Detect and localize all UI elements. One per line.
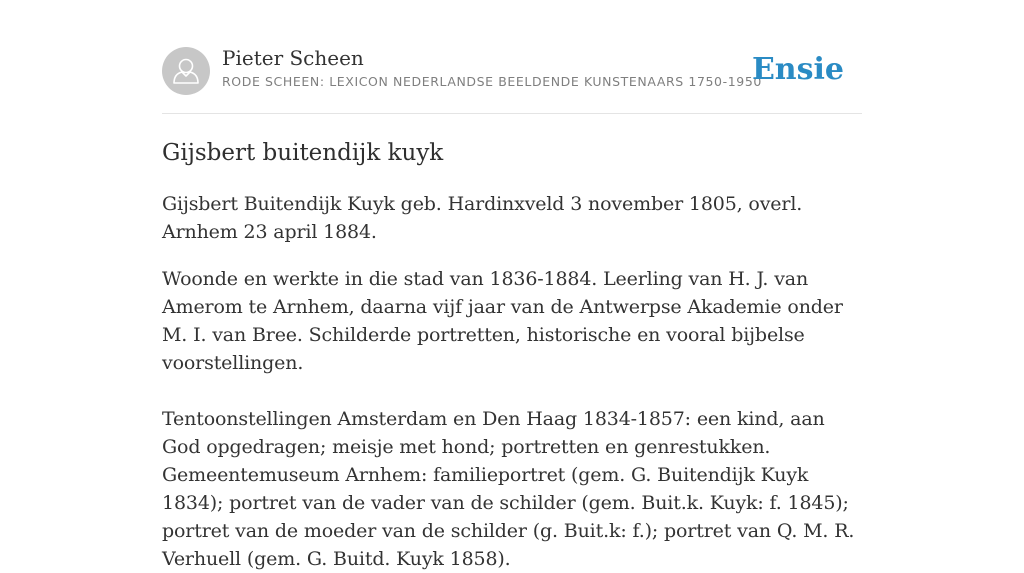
user-silhouette-icon [162,47,210,95]
page-title: Gijsbert buitendijk kuyk [162,140,444,166]
author-avatar[interactable] [162,47,210,95]
article-body [162,190,862,573]
article-paragraph: Woonde en werkte in die stad van 1836-1884. Leerling van H. J. van Amerom te Arnhem, daarna vijf jaar van de Antwerpse Akademie onder M. I. van Bree. Schilderde portretten, historische en vooral bijbelse voorstellingen. [162,268,843,374]
article-header [162,46,862,96]
ensie-logo[interactable]: Ensie [751,52,844,87]
article-paragraph: Tentoonstellingen Amsterdam en Den Haag 1834-1857: een kind, aan God opgedragen; meisje met hond; portretten en genrestukken. Gemeentemuseum Arnhem: familieportret (gem. G. Buitendijk Kuyk 1834); portret van de vader van de schilder (gem. Buit.k. Kuyk: f. 1845); portret van de moeder van de schilder (g. Buit.k: f.); portret van Q. M. R. Verhuell (gem. G. Buitd. Kuyk 1858). [162,408,855,570]
source-title[interactable]: RODE SCHEEN: LEXICON NEDERLANDSE BEELDENDE KUNSTENAARS 1750-1950 [222,74,762,89]
header-divider [162,113,862,114]
article-paragraph: Gijsbert Buitendijk Kuyk geb. Hardinxveld 3 november 1805, overl. Arnhem 23 april 1884. [162,193,803,243]
author-name[interactable]: Pieter Scheen [222,46,364,70]
